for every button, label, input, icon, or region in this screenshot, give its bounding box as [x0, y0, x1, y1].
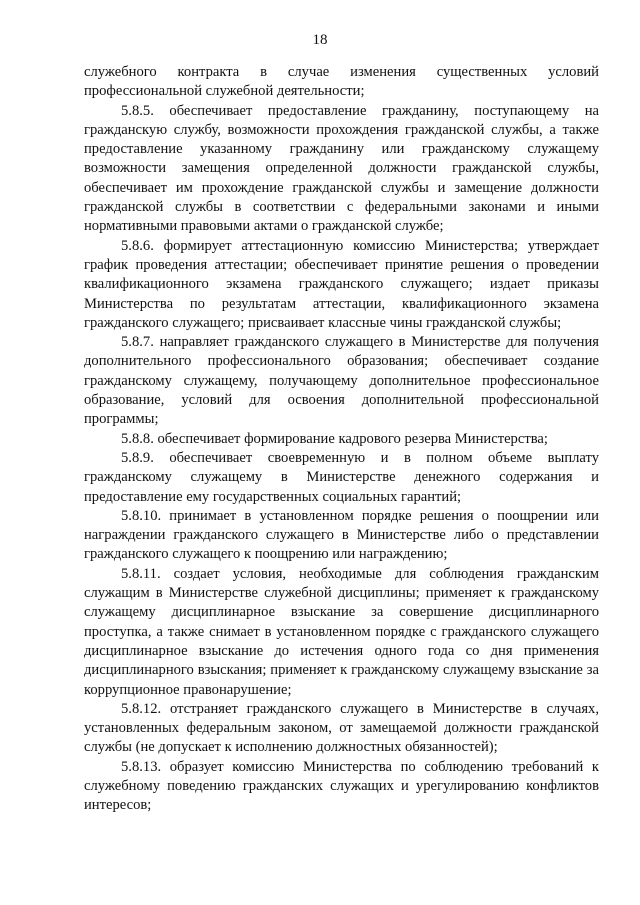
paragraph-5-8-10: 5.8.10. принимает в установленном порядке решения о поощрении или награждении гражданского служащего в Министерстве либо о представлении гражданского служащего к поощрению или награждению; [84, 507, 599, 563]
paragraph-continuation: служебного контракта в случае изменения существенных условий профессиональной служебной деятельности; [84, 64, 599, 100]
paragraph-5-8-12: 5.8.12. отстраняет гражданского служащего в Министерстве в случаях, установленных федеральным законом, от замещаемой должности гражданской службы (не допускает к исполнению должностных обязанностей); [84, 700, 599, 756]
paragraph-5-8-5: 5.8.5. обеспечивает предоставление гражданину, поступающему на гражданскую службу, возможности прохождения гражданской службы, а также предоставление указанному гражданину или гражданскому служащему возможности замещения определенной должности гражданской службы, обеспечивает им прохождение гражданской службы и замещение должности гражданской службы в соответствии с федеральными законами и иными нормативными правовыми актами о гражданской службе; [84, 102, 599, 235]
paragraph-5-8-7: 5.8.7. направляет гражданского служащего в Министерстве для получения дополнительного профессионального образования; обеспечивает создание гражданскому служащему, получающему дополнительное профессиональное образование, условий для освоения дополнительной профессиональной программы; [84, 334, 599, 428]
document-body [84, 63, 599, 816]
paragraph-5-8-11: 5.8.11. создает условия, необходимые для соблюдения гражданским служащим в Министерстве служебной дисциплины; применяет к гражданскому служащему дисциплинарное взыскание за совершение дисциплинарного проступка, а также снимает в установленном порядке с гражданского служащего дисциплинарное взыскание до истечения одного года со дня применения дисциплинарного взыскания; применяет к гражданскому служащему взыскание за коррупционное правонарушение; [84, 565, 599, 698]
page-number: 18 [312, 32, 328, 48]
paragraph-5-8-6: 5.8.6. формирует аттестационную комиссию Министерства; утверждает график проведения аттестации; обеспечивает принятие решения о проведении квалификационного экзамена гражданского служащего; издает приказы Министерства по результатам аттестации, квалификационного экзамена гражданского служащего; присваивает классные чины гражданской службы; [84, 237, 599, 331]
paragraph-5-8-13: 5.8.13. образует комиссию Министерства по соблюдению требований к служебному поведению гражданских служащих и урегулированию конфликтов интересов; [84, 758, 599, 814]
paragraph-5-8-8: 5.8.8. обеспечивает формирование кадрового резерва Министерства; [121, 430, 548, 447]
paragraph-5-8-9: 5.8.9. обеспечивает своевременную и в полном объеме выплату гражданскому служащему в Министерстве денежного содержания и предоставление ему государственных социальных гарантий; [84, 449, 599, 505]
